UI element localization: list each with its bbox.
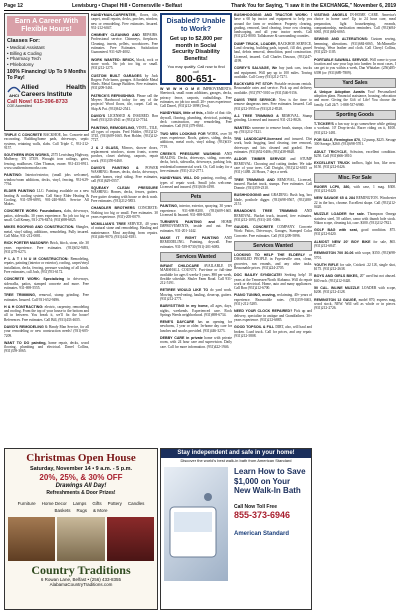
listing <box>91 222 158 239</box>
listing <box>160 336 232 349</box>
listing <box>234 209 312 222</box>
listing-title: ADULT TRICYCLE, <box>314 149 348 154</box>
listing-body: AND REMODELING. Painting, drywall. Free estimates. 931-539-8730 (931)-201-6083. <box>160 236 232 249</box>
listing <box>91 166 158 183</box>
listing-body: toolbox, light box, like new. $150. (931)212-0426. <box>314 161 396 170</box>
listing <box>234 66 312 79</box>
listing-body: painting, roofing, all types of repair work. Small jobs welcome. Licensed and insured. (931)636-4198. <box>160 176 232 189</box>
listing <box>91 94 158 111</box>
listing-body: Mirrors, shower doors, replacement windows, storm fronts, screen porches, closet shelving, carports, repair work. (931)359-6460. <box>91 145 158 163</box>
store-photo <box>107 517 154 561</box>
listing-body: or DISABLED PEOPLE in Fayetteville area, clean, groceries, run errands, and any other tasks. Reasonable prices. (931)224-2705. <box>234 253 312 270</box>
career-ad-title: Earn A Career With Flexible Hours! <box>7 16 86 36</box>
listing-title: BUSHHOGGING and <box>234 193 270 198</box>
listing <box>234 193 312 206</box>
listing-title: YOUTH RIFLE <box>314 262 339 267</box>
class-item: • Phlebotomy <box>7 61 34 67</box>
listing <box>160 304 232 317</box>
listing <box>4 209 89 222</box>
listing-body: REMINGTON. Winchester 22 in the box, chrome. Excellent shape. Call (931)212-0420. <box>314 196 396 209</box>
listing <box>234 253 312 270</box>
listing-body: AND SEALING. Decks, driveways, siding, concrete, decks, brick, sidewalks, driveways, parking lots, residential/commercial work. Or, Call today for a free estimate. (931)-212-2771. <box>160 151 232 174</box>
listing-title: DOC BAILEY SYNDICATE! <box>234 273 282 278</box>
bath-banner: Stay independent and safe in your home! <box>161 449 311 458</box>
listing <box>314 13 396 34</box>
listing-body: 12 pump, $225. Savage 300 Savage, $260. (931)698-5701. <box>314 137 396 147</box>
walk-in-bath-ad[interactable] <box>160 448 312 610</box>
listing-title: PAINTING: <box>4 173 23 178</box>
listing <box>234 126 312 135</box>
bath-phone[interactable]: 855-373-6946 <box>234 509 291 520</box>
column-2 <box>91 13 158 445</box>
classes-label: Classes For: <box>7 38 41 44</box>
section-header-pets: Pets <box>160 192 232 202</box>
listing <box>91 114 158 123</box>
listing-title: DAVIS TREE SERVICE: <box>234 98 277 103</box>
header-tagline: Thank You for Saying, "I saw it in the EXCHANGE," November 6, 2019 <box>231 3 396 9</box>
store-item: Rugs <box>76 508 87 513</box>
section-header-sporting-goods: Sporting Goods <box>314 110 396 120</box>
header-towns: Lewisburg • Chapel Hill • Cornersville • Belfast <box>72 3 182 9</box>
listing-body: a little of that: tile, drywall, flooring, plumbing, electrical, painting, deck construction, any remodeling. Free estimates. Call (931)379-0661. <box>160 111 232 129</box>
listing-title: REMINGTON 700 30-06 <box>314 251 354 256</box>
listing-title: A Unique Adoption Awaits <box>314 89 365 94</box>
listing-body: COMPANY. Concrete Work: Patios, Driveways, Garages, Stamped Color Concrete. Free estimates. Call (931)209-5896. <box>234 225 312 238</box>
listing <box>234 273 312 290</box>
listing-title: CONCRETE WORK: Specializing <box>4 277 65 282</box>
listing-body: REMOVAL, Licensed, insured. Bucket truck, stumps. Free estimates. Call Donnie. (931)359-2310. <box>234 177 312 191</box>
listing <box>234 42 312 63</box>
listing <box>234 225 312 238</box>
listing-body: I have a 60 hp tractor and equipment to help you around the farm or residence. Property clearing, grading, removal, land clearing, fence row clearing, landscaping, and all your tractor needs. Call (931)212-8000. Tallahassee & surrounding counties. <box>234 13 312 39</box>
listing-title: TREE TRIMMING AND <box>234 177 275 182</box>
store-item: Home Decor <box>41 501 67 506</box>
listing-title: MAKE IT RIGHT PAINTING <box>160 236 219 241</box>
listing-title: TURNER'S PAINTING and <box>160 220 215 225</box>
listing-body: slabs, driveways, patios, sidewalks. 30 years experience. No job too big or small. Call Kenny, 931-276-8474; (931)698-6825. <box>4 209 89 223</box>
listing <box>160 176 232 189</box>
listing-title: COREY'S SALVAGE, We <box>234 66 278 71</box>
listing-body: and insured. Dirt work, bush hogging, land clearing, tree removal, driveways and lots cleaned and graded. Free estimates. (931)652-0406; (931)438-8620. <box>234 137 312 155</box>
disability-title: Disabled? Unable to Work? <box>166 18 226 33</box>
listing-body: LLC: Painting available on a new heating & cooling system. Call Stacy Elder Heating & Cooling, 931-359-6893, 901-240-9665. Service All Makes. <box>4 189 89 207</box>
listing-body: a fun way to go somewhere while getting a workout. 10' Drop-in-ski. Racer riding on it, $100. (931)212-1481. <box>314 122 396 135</box>
listing <box>160 236 232 249</box>
listing-body: IN-HOME CARE. America's choice in home care! Up to 24 hour care, meal preparation, light housekeeping, errands, companionship, medication reminders. Call (931)684-6065, (931)684-6065. <box>314 13 396 35</box>
listing-body: AVAILABLE IN MARSHALL COUNTY. Part-time or full-time available for ages 6 weeks-3 years. $90 per week, flexible schedule. Shuler Farm Road. Call 931-212-5191. <box>160 263 232 286</box>
listing <box>160 288 232 301</box>
listing-body: by Jack Rogers: Pole barns, garages. Affordable Metal Sheds. Metal Garage Builders. Free estimates. (931)209-5461. <box>91 73 158 91</box>
listing <box>4 153 89 170</box>
disability-ad[interactable] <box>160 13 232 85</box>
store-item: Lamps <box>72 501 87 506</box>
listing-title: CONCRETE WORK: Foundations, <box>4 209 63 214</box>
listing-body: good condition. $75. (931)212-0420. <box>314 228 396 237</box>
listing <box>160 152 232 173</box>
store-website[interactable]: AlabamaCountryTraditions.com <box>49 582 113 587</box>
listing-body: Custom sewing, hemming, alterations. (931)684-6065, McMinnville Sewing. Wear leather and cloth. Call Cheryl Collins, (931)225-1105. <box>314 37 396 55</box>
listing-body: do yard work. Mowing, weed-eating, hauling, clean-up, gutters. (931)212-2771. <box>160 288 232 301</box>
listing <box>4 325 89 338</box>
listing <box>91 146 158 163</box>
listing <box>160 264 232 285</box>
listing-title: HANDYMAN. WILL DO <box>160 176 200 181</box>
listing-body: Pick up and delivery, specialize in antique and Grandfathers. 30+ years experience. (931)212-6885. <box>234 309 312 322</box>
class-item: • Medical Assistant <box>7 45 45 50</box>
listing-body: with scope, $350. (931)698-5701. <box>314 251 396 260</box>
listing <box>91 126 158 143</box>
bath-cta: Call Now Toll Free <box>234 503 277 510</box>
listing <box>4 133 89 150</box>
listing-title: H & H CONTRACTING: <box>4 304 44 309</box>
listing-body: REPAIRS. Professional service. Chimneys, fireplaces. Cleaning, inserts, pellets, woodstoves. Free estimates. Free Estimates. Satisfaction Guaranteed. 931-629-4002. <box>91 33 158 55</box>
bathtub-icon <box>164 467 222 577</box>
listing-title: RICK PORTER MASONRY: <box>4 241 49 246</box>
listing <box>234 325 312 338</box>
store-item: Baskets <box>54 508 71 513</box>
section-header-services-wanted: Services Wanted <box>234 241 312 251</box>
section-header-services-wanted: Services Wanted <box>160 252 232 262</box>
listing-body: DIRT, also, will haul and broken. Load truck. Call for prices, and any repair. (931)212-5808. <box>234 325 312 338</box>
listing-title: CHIMNEY CLEANING AND <box>91 33 140 38</box>
listing-title: ALMOST NEW 20' BOY BIKE <box>314 239 371 244</box>
listing <box>314 58 396 75</box>
store-photos <box>8 517 154 561</box>
listing-title: GAUDEL CONCRETE <box>234 225 274 230</box>
listing-body: model 870, express mag, wood stock, NEW. Will sell as whole or in pieces. (931)212-2726. <box>314 297 396 311</box>
school-name: Allied Health Careers Institute <box>21 83 86 98</box>
listing <box>160 320 232 333</box>
listing <box>160 87 232 108</box>
listing <box>314 298 396 311</box>
listing-body: Will come to your location and saw your logs into lumber. In most cases, I can get to you within a week, Dan Whitaker. (256)485-6398 (or: (931)689-7809). <box>314 57 396 75</box>
store-ad-drawings: Drawings All Day! <box>55 483 107 489</box>
store-ad-title: Christmas Open House <box>26 452 136 464</box>
disability-line: You may qualify. Call now to find out! <box>167 64 225 74</box>
listing-body: interior, exterior, spraying. 30 years experience. 931-698-8200, (931)609-1665. Licensed & Insured. 931-698-8200. <box>160 204 232 217</box>
page-header <box>4 2 396 11</box>
listing-title: MCMILLIAN'S TREE <box>91 222 126 227</box>
listing-body: IMPROVEMENTS: Sheetrock, small room additions, garages, decks, privacy fence, carports, outbuildings. Free estimates, no job too small. 20+ years experience. Call Darrel, (931)212-1898 (Text). <box>160 87 232 109</box>
listing-title: FOR SALE, Remington 870, <box>314 137 362 142</box>
listing-title: RUGER LCPII, 380, <box>314 184 351 189</box>
listing-body: and STUMP REMOVAL: Choosing and cutting timber. We take care of your trees. Call Dwight, (931)212-6015 or (931)-1488. 24 Hours, 7 days a week. <box>234 157 312 175</box>
listing-title: GOLF BAG with seat, <box>314 228 358 233</box>
listing-body: CONCRETE: Nothing too big or small. Free estimates. 30 years experience. (931)-205-0079. <box>91 206 158 219</box>
store-item: Furniture <box>17 501 36 506</box>
listing-title: DAVID'S PAINTING & <box>91 165 139 170</box>
listing-title: INFANT CHILDCARE <box>160 263 200 268</box>
listing <box>314 240 396 249</box>
listing-body: Schwinn, excellent condition. $250. Call (931)666-3810. <box>314 149 396 158</box>
listing-title: DEBBY CARE in private <box>160 336 203 341</box>
listing-body: reclaiming. 40+ years of experience. Reasonable rates. (931)359-0463, (931)-212-5285. <box>234 293 312 307</box>
listing-title: ALDOR TIMBER SERVICE <box>234 157 286 162</box>
listing <box>314 161 396 170</box>
listing-title: NEW SAVAGE 65 & 284 <box>314 196 355 201</box>
disability-sub: Get up to $2,800 per month in Social Security Disability Benefits! <box>169 36 223 62</box>
country-traditions-ad[interactable] <box>4 448 158 610</box>
col1-listings <box>4 133 89 354</box>
listing-body: electric, carpentry, remodeling and roofing. From the top of your house to the bottom and all in between. You break it, we'll fix the house! References. Free estimates. Call Bill, (931)433-4655. <box>4 304 89 322</box>
listing-body: GRADING: Bush hog, box blade, posthole digger. (931)698-0567, (931)380-2151. <box>234 193 312 206</box>
listing-body: POWER WASHING: Homes, decks, docks, driveways, mobile homes, vinyl siding. Free estimates, call (931)629-0557. <box>91 165 158 183</box>
listing-title: 50 CAL. INLINE MUZZLE <box>314 286 360 291</box>
column-5 <box>314 13 396 610</box>
listing-body: Seeking help! 10 years at the Tennessee/North Alabama. Will do repair work or electrical. Home, auto and many appliances. Call Ron (931)212-6700. <box>234 273 312 291</box>
listing <box>91 206 158 219</box>
financing-text: 100% Financing! Up To 9 Months To Pay! <box>7 69 86 81</box>
listing <box>160 132 232 149</box>
listing-title: P L A T I N U M CONSTRUCTION: <box>4 257 69 262</box>
class-item: • Billing & Coding <box>7 50 42 56</box>
store-item-list <box>8 501 154 513</box>
listing-title: BOYS AND GIRLS BIKES, <box>314 274 359 279</box>
listing-body: WORK, over 50 years experience. Roofs, gutters, siding, decks, additions, metal roofs, vinyl siding. (931)633-7719. <box>160 131 232 149</box>
listing-title: MUZZLE LOADER for sale. <box>314 212 365 217</box>
listing-title: GOOD TOPSOIL & FILL <box>234 325 275 330</box>
class-list <box>7 45 86 67</box>
listing-title: RETIREE WOULD LIKE TO <box>160 288 209 293</box>
listing <box>234 137 312 154</box>
column-3 <box>160 13 232 515</box>
listing <box>314 196 396 209</box>
listing-title: NEED YOUR CLOCK REPAIRED? <box>234 309 293 314</box>
column-4 <box>234 13 312 445</box>
listing <box>4 173 89 186</box>
listing-body: has an opening for newborns, 1 year or older. In-home day care for lunches and snacks provided. (931)446-3273. <box>160 320 232 333</box>
listing <box>4 189 89 206</box>
section-header-yard-sales: Yard Sales <box>314 78 396 88</box>
listing-body: Remodeling, repairs, painting (interior or exterior), roofing, carpet/vinyl installation, decks, fencing, pressure washing of all kinds. Free estimates, call Josh, (931)703-6172. <box>4 257 89 275</box>
store-ad-dates: Saturday, November 14 • 9 a.m. - 5 p.m. <box>29 466 133 472</box>
listing-body: & Handy Man Service, for all your remodeling or new construction needs! (931)-605-7209. <box>4 324 89 338</box>
listing-body: Brick, block, stone, tile. 30 years experience. Free estimates. (931)652-9493, (931)270-6273. <box>4 241 89 254</box>
career-ad[interactable] <box>4 13 89 131</box>
listing-body: Interior/exterior, (small jobs welcome), window/room additions, decks, vinyl, fencing. 931-629-7764. <box>4 173 89 186</box>
listing <box>234 157 312 174</box>
listing-title: ELDER PAINTING <box>4 189 35 194</box>
ahci-logo-icon <box>7 83 21 93</box>
listing <box>4 225 89 238</box>
listing-title: RENE'S DAYCARE <box>160 320 195 325</box>
bath-title: Learn How to Save $1,000 on Your New Walk-In Bath <box>234 467 306 495</box>
bath-banner-sub: Discover the world's best walk-in bath from American Standard <box>180 458 292 463</box>
disability-phone[interactable]: 800-651- <box>175 74 217 85</box>
listing-body: for sale, Crickett .22 LR, single shot, $175. (931)212-2638. <box>314 262 396 272</box>
listing-title: EXCELLENT TRUCK <box>314 161 350 166</box>
store-ad-refreshments: Refreshments & Door Prizes! <box>46 490 116 496</box>
listing <box>314 286 396 295</box>
listing-title: J & J GLASS, <box>91 145 120 150</box>
listing-title: PAINTING, REMODELING, <box>91 125 136 130</box>
listing-body: Thompson Omega stainless steel, 50 caliber, camo with thumb hole stock. Nikon scope, cleaning kit, case. $300. (931)212-7821. <box>314 212 396 225</box>
bath-copy <box>231 464 311 584</box>
section-header-misc-for-sale: Misc. For Sale <box>314 173 396 183</box>
listing <box>234 82 312 95</box>
listing <box>4 293 89 302</box>
listing <box>234 13 312 39</box>
listing-body: for sale, $65. (931)212-6847. <box>314 239 396 248</box>
listing-body: in driveways, sidewalks, patios, stamped concrete and more. Free estimates. 931-698-5555. <box>4 277 89 290</box>
listing <box>234 309 312 322</box>
listing <box>314 263 396 272</box>
listing-title: BABYSITTING in my home, <box>160 304 209 309</box>
page-number: Page 12 <box>4 3 23 9</box>
listing-title: CUSTOM BUILT GARAGES <box>91 73 142 78</box>
listing <box>4 341 89 354</box>
listing-title: TRIPLE C CONCRETE <box>4 133 43 137</box>
listing-title: PATRICK'S REFINISHING. <box>91 93 136 98</box>
store-name: Country Traditions <box>31 563 131 577</box>
listing-title: PIANO TUNING, moving, <box>234 293 276 298</box>
listing <box>314 150 396 159</box>
listing-body: Shingles, metal, vinyl siding, additions, remodeling. Fully insured. Call Mike, 931-212-0081. <box>4 225 89 238</box>
listing <box>160 111 232 128</box>
listing-body: Now is the time to remove dangerous trees. Free estimates. Insured. Call (931)212-5955 or (931)212-8528. <box>234 98 312 111</box>
listing <box>91 33 158 54</box>
school-row <box>7 83 86 99</box>
listing-body: someone to remove brush, stumps, clean up. (931)212-7421. <box>234 125 312 134</box>
listing-body: floors, tile, carpet, small repairs, decks, porches, window, new or remodeling. Free estimates. Insured. 931-212-6047. <box>91 13 158 30</box>
store-item: Candles <box>127 501 145 506</box>
listing <box>314 228 396 237</box>
listing <box>91 13 158 30</box>
listing-title: TREE TRIMMING, <box>4 293 36 298</box>
listing-title: BACKYARD PIT STOP: <box>234 82 274 87</box>
listing <box>314 122 396 135</box>
listing <box>4 277 89 290</box>
bath-body <box>161 464 311 584</box>
listing <box>160 204 232 217</box>
listing-body: 20" used but not abused. $40 each. (931)212-0420. <box>314 274 396 283</box>
listing-title: MIKES ROOFING AND CONSTRUCTION. <box>4 225 75 230</box>
listing-body: all ages, days, nights, weekends. Experienced care. Rock Springs Weeds neighborhood. (931)698-6734. <box>160 304 232 317</box>
listing-body: REMOVAL. Stump grinding. Licensed and insured. 931-212-8026. <box>234 113 312 123</box>
listing-body: BACKHOE, Inc. Concrete and excavating. Building/home pads, driveways, septic systems, retaining walls, slabs. Call Triple C, 931-212-9157. <box>4 133 89 150</box>
listing-title: SOUTHERN IRON WORKS, <box>4 153 50 158</box>
listing-body: HOME IMPROVEMENTS, inside and out. Free estimates. 931-201-1442. <box>160 220 232 233</box>
listing-title: WORK WANTED: BRICK, <box>91 57 135 62</box>
listing-body: LICENSED & INSURED. Ron Snell (931)233-2941 or (931)212-7744. <box>91 113 158 123</box>
career-cta[interactable]: Call Now! 615-396-8733 <box>7 98 68 105</box>
bath-photo <box>164 467 228 581</box>
listing-title: LOOKING TO HELP THE ELDERLY <box>234 253 306 258</box>
class-item: • Pharmacy Tech <box>7 56 41 61</box>
listing <box>234 114 312 123</box>
listing-title: PORTABLE SAWMILL SERVICE. <box>314 57 369 62</box>
listing-title: T-TICKER'S <box>314 122 334 127</box>
store-item: & More <box>93 508 108 513</box>
listing-body: You! Personalized adoption plans. Financial assistance, housing, relocation and more. Giving the Gift of Life! You choose the family. Call 24/7: 1-888-537-6980. <box>314 89 396 107</box>
listing-title: DAVID'S <box>91 113 106 118</box>
listing <box>91 74 158 91</box>
listing-body: 2575 Lewisburg Highway, Mulberry, TN 37359. Wrought iron railings, gates, fencing, mailboxes. Glen Thomas, owner. 931-433-8911. www.southernironworks.com <box>4 153 89 171</box>
listing-body: home with private room, with 24 hour care and supervision. Daily care. Call for more information. (931)422-1946. <box>160 336 232 349</box>
store-item: Gifts <box>92 501 102 506</box>
store-ad-discount: 20%, 25%, & 30% OFF <box>39 473 123 482</box>
listing <box>91 186 158 203</box>
ahci-logo <box>7 83 21 99</box>
listing-body: buy junk cars, trucks and equipment. Will pay up to 100 miles. Towing available. Call Corey (931)212-7271. <box>234 66 312 79</box>
listing-title: BUSHHOGGING AND TRACTOR WORK: <box>234 13 308 17</box>
listing-title: HANDYMAN, little of this, <box>160 111 204 116</box>
listing-body: block, rock or stone work. No job too big or small. (931)212-1275. <box>91 57 158 71</box>
store-address: 6 Rowan Lane, Belfast • (256) 433-8355 <box>40 577 122 582</box>
listing <box>314 212 396 225</box>
listing-title: TWO MEN LOOKING FOR <box>160 131 206 136</box>
listing-title: REMINGTON 12 GAUGE, <box>314 297 358 302</box>
listing <box>4 241 89 254</box>
listing-title: HANDYMAN-CARPENTER, <box>91 13 137 17</box>
store-item: Pottery <box>107 501 122 506</box>
listing <box>314 185 396 194</box>
listing-title: W W W H O M E <box>160 87 200 91</box>
listing-body: removal, stump grinding. Free estimates. Insured. Call 931-652-9496. <box>4 293 89 302</box>
accredited-label: COE Accredited <box>7 103 32 108</box>
listing-title: VISITING ANGELS <box>314 13 348 17</box>
listing-title: DAVID'S REMODELING <box>4 324 44 329</box>
listing-body: home repair, decks, wood flooring, plumbing and electrical. Darrel Collins, (931)359-3065. <box>4 340 89 354</box>
listing <box>314 274 396 283</box>
listing-title: TRS LANDSCAPE-licensed <box>234 137 282 142</box>
listing <box>4 305 89 322</box>
listing <box>234 98 312 111</box>
listing <box>314 138 396 147</box>
listing-title: WANT TO DO painting, <box>4 340 47 345</box>
listing-body: WASHING: Homes, decks, fences, gutters. Free gutter cleaning with house or deck wash. Free estimates. (931)212-5853. <box>91 190 158 203</box>
listing-title: PAINTING, <box>160 204 178 209</box>
american-standard-logo: American Standard <box>234 530 290 537</box>
listing-body: VINYL, TILE, all types of repairs. Fred Holder, (931)212-3745, (931)609-1665. Bret Holder, (931)212-7727. <box>91 125 158 143</box>
listing-body: LOADER with scope, $200. (931)212-4128. <box>314 286 396 295</box>
store-photo <box>57 517 104 561</box>
store-photo <box>8 517 55 561</box>
listing <box>314 251 396 260</box>
listing-title: DUMP TRUCK, LOADER, <box>234 41 277 46</box>
listing <box>234 178 312 191</box>
ahci-logo-text: AHCI <box>9 93 19 99</box>
listing-body: SERVICE, 40 years of natural stone and remodeling. Hauling and maintenance. Most anything from repairs. (931)446-9070, (931)442-8181. <box>91 222 158 240</box>
listing-body: Please call the Meyers Hardwood today for any of the projects! Wood floors, tile, carpet. Call us, Skip & Pat. (931)842-2541. <box>91 93 158 111</box>
listing-title: CHANDLER BROTHERS <box>91 206 135 211</box>
listing-title: WANTED: <box>234 125 251 130</box>
listing-title: A-1 TREE TRIMMING & <box>234 113 279 118</box>
listing <box>314 37 396 54</box>
listing-body: with case, 1 mag. $300. (931)212-0420. <box>314 184 396 194</box>
listing-body: BACKHOE SERVICE, Land clearing, building pads, topsoil, fill dirt, gravel haul, debris removal, demolition, pond construction. Licensed, insured. Call Charles Dawson, (931)247-4199. <box>234 41 312 63</box>
listing <box>91 58 158 71</box>
listing <box>234 293 312 306</box>
listing-body: AND REMOVAL. Bucket truck, insured, free estimates. (931)212-1093, (931)-201-5086. <box>234 209 312 222</box>
listing <box>160 220 232 233</box>
listing-title: SEWING AND ALTERATIONS: <box>314 37 369 42</box>
listing-title: BRANDON'S TREE TRIMMING <box>234 209 298 214</box>
listing <box>4 257 89 274</box>
listing-title: CREEK'S PRESSURE WASHING <box>160 151 221 156</box>
listing-title: SQUEAKY CLEAN PRESSURE <box>91 186 158 191</box>
listing <box>314 90 396 107</box>
listing-body: Portable restroom rentals. Reasonable rates and service. Pick up and delivery available. (931)797-5010 or (931)546-9156. <box>234 82 312 95</box>
